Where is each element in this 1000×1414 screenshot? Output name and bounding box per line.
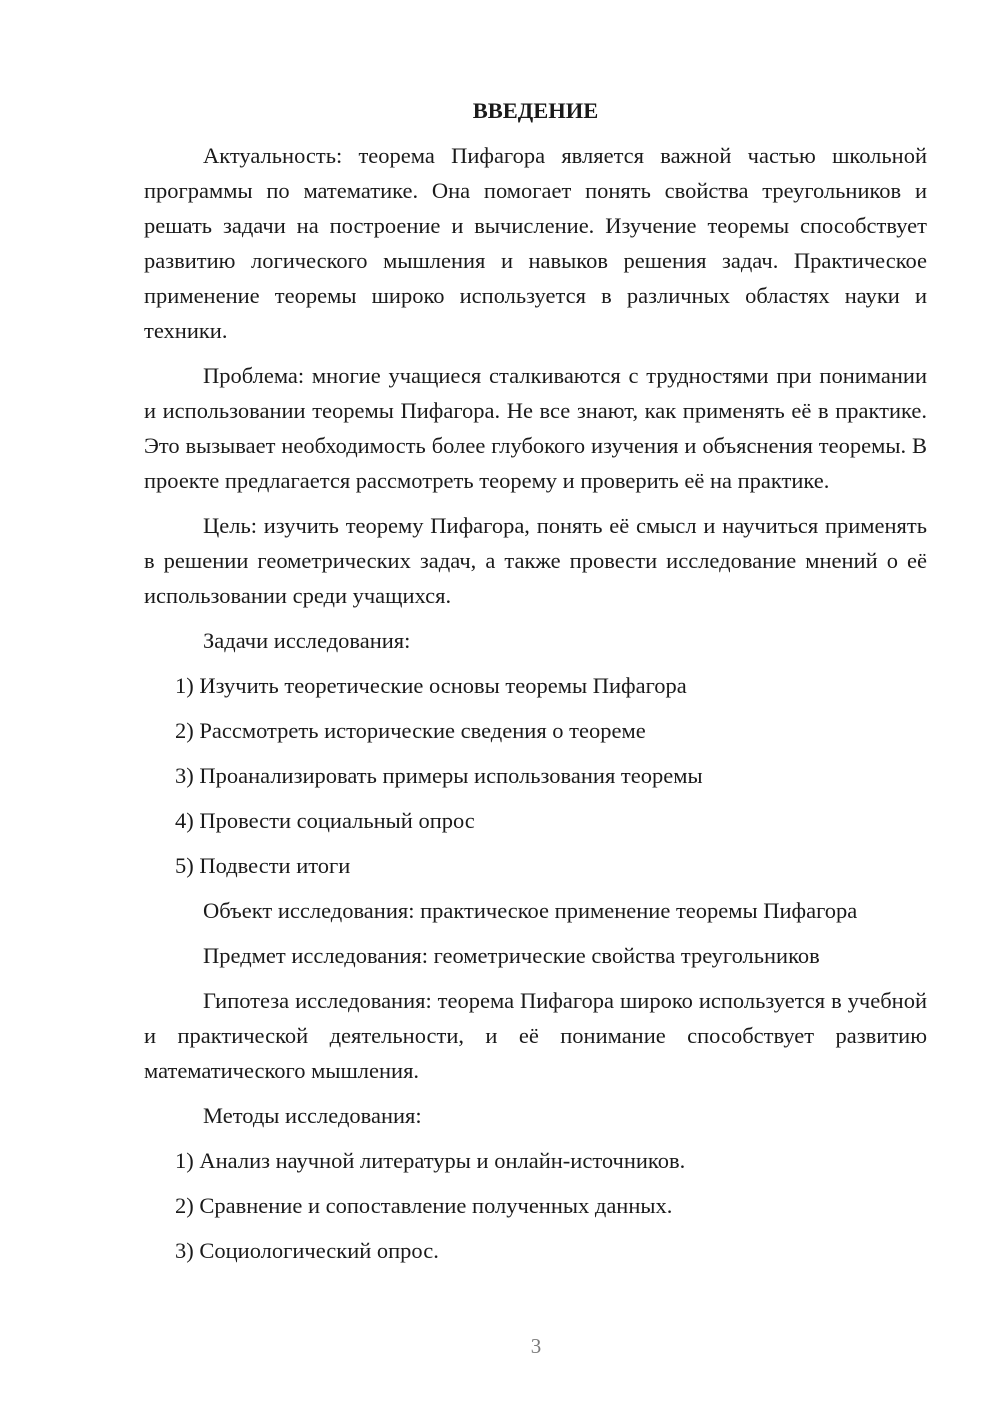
problem-paragraph: Проблема: многие учащиеся сталкиваются с трудностями при понимании и использовании теоремы Пифагора. Не все знают, как применять её в практике. Это вызывает необходимость более глубокого изучения и объяснения теоремы. В проекте предлагается рассмотреть теорему и проверить её на практике.: [144, 363, 927, 493]
list-item: 5) Подвести итоги: [175, 853, 351, 878]
tasks-list: [144, 668, 927, 883]
object-statement: Объект исследования: практическое применение теоремы Пифагора: [203, 898, 858, 923]
list-item: 1) Анализ научной литературы и онлайн-источников.: [175, 1148, 686, 1173]
page-number: 3: [530, 1334, 542, 1358]
hypothesis-paragraph: Гипотеза исследования: теорема Пифагора широко используется в учебной и практической деятельности, и её понимание способствует развитию математического мышления.: [144, 988, 927, 1083]
list-item: 4) Провести социальный опрос: [175, 808, 475, 833]
methods-heading: Методы исследования:: [203, 1103, 422, 1128]
goal-paragraph: Цель: изучить теорему Пифагора, понять её смысл и научиться применять в решении геометрических задач, а также провести исследование мнений о её использовании среди учащихся.: [144, 513, 927, 608]
subject-statement: Предмет исследования: геометрические свойства треугольников: [203, 943, 820, 968]
page-content: [144, 93, 927, 1278]
list-item: 3) Проанализировать примеры использования теоремы: [175, 763, 703, 788]
page-title: ВВЕДЕНИЕ: [472, 98, 599, 123]
methods-list: [144, 1143, 927, 1268]
tasks-heading: Задачи исследования:: [203, 628, 411, 653]
relevance-paragraph: Актуальность: теорема Пифагора является важной частью школьной программы по математике. Она помогает понять свойства треугольников и решать задачи на построение и вычисление. Изучение теоремы способствует развитию логического мышления и навыков решения задач. Практическое применение теоремы широко используется в различных областях науки и техники.: [144, 143, 927, 343]
list-item: 2) Сравнение и сопоставление полученных данных.: [175, 1193, 673, 1218]
list-item: 2) Рассмотреть исторические сведения о теореме: [175, 718, 646, 743]
list-item: 1) Изучить теоретические основы теоремы Пифагора: [175, 673, 687, 698]
list-item: 3) Социологический опрос.: [175, 1238, 439, 1263]
